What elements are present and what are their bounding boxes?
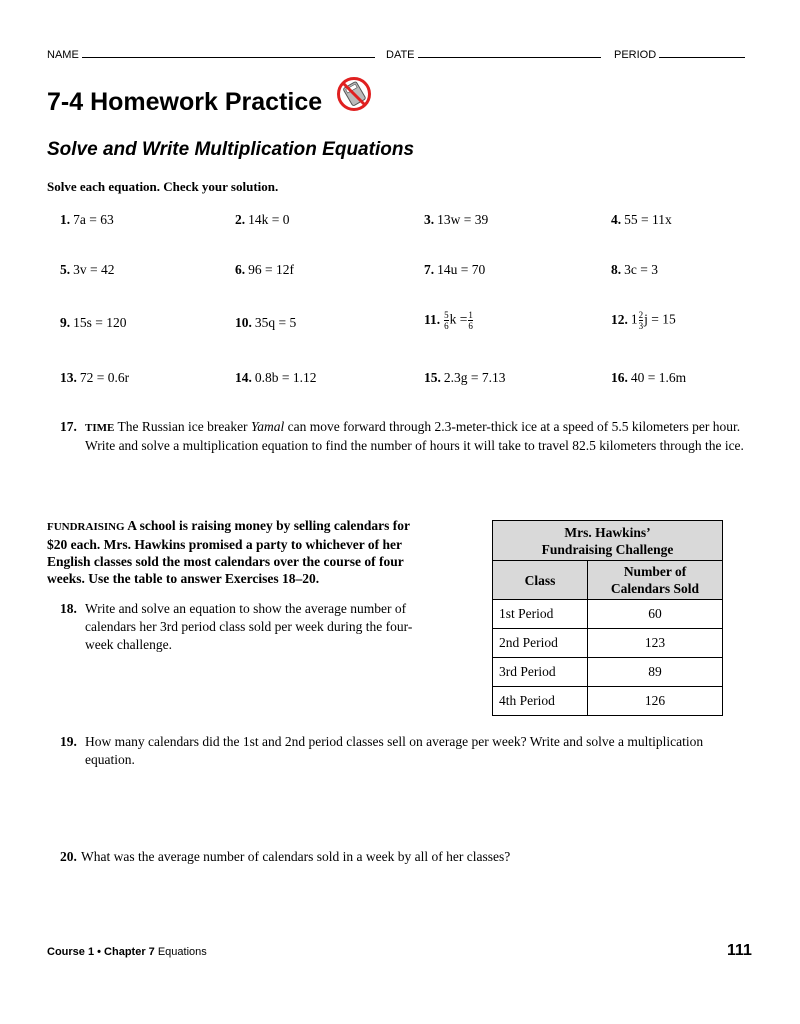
problem-12: 12. 1 $\frac{2}{3}$ j = 15 (611, 310, 676, 331)
problem-6: 6. 96 = 12f (235, 262, 294, 277)
table-row: 4th Period 126 (493, 687, 723, 716)
name-blank[interactable] (82, 47, 375, 58)
problem-20: What was the average number of calendars sold in a week by all of her classes? (81, 849, 511, 864)
column-header-calendars-sold: Number of Calendars Sold (588, 561, 723, 600)
section-subtitle: Solve and Write Multiplication Equations (47, 139, 415, 160)
problem-2: 2. 14k = 0 (235, 212, 290, 227)
problem-17: TIME The Russian ice breaker Yamal can move forward through 2.3-meter-thick ice at a speed of 5.5 kilometers per hour. Write and solve a multiplication equation to find the number of hours it will take to travel 82.5 kilometers through the ice. (85, 419, 744, 453)
date-field[interactable] (386, 47, 601, 61)
problem-8: 8. 3c = 3 (611, 262, 658, 277)
problem-18-number: 18. (60, 601, 77, 616)
problem-10: 10. 35q = 5 (235, 315, 297, 330)
fraction: $\frac{5}{6}$ (444, 310, 449, 331)
problem-16: 16. 40 = 1.6m (611, 370, 687, 385)
problem-14: 14. 0.8b = 1.12 (235, 370, 317, 385)
instructions: Solve each equation. Check your solution. (47, 179, 279, 194)
page-title: 7-4 Homework Practice (47, 88, 323, 116)
date-blank[interactable] (418, 47, 601, 58)
problem-19: How many calendars did the 1st and 2nd period classes sell on average per week? Write and solve a multiplication equation. (85, 734, 704, 767)
problem-15: 15. 2.3g = 7.13 (424, 370, 506, 385)
column-header-class: Class (493, 561, 588, 600)
problem-4: 4. 55 = 11x (611, 212, 672, 227)
name-field[interactable] (47, 47, 375, 61)
table-row: 1st Period 60 (493, 600, 723, 629)
page-number: 111 (727, 942, 752, 959)
table-row: 3rd Period 89 (493, 658, 723, 687)
problem-18: Write and solve an equation to show the average number of calendars her 3rd period class sold per week during the four-week challenge. (85, 601, 413, 652)
no-calculator-icon (336, 76, 372, 112)
problem-19-number: 19. (60, 734, 77, 749)
problem-17-number: 17. (60, 419, 77, 434)
period-field[interactable] (614, 47, 745, 61)
footer-course: Course 1 • Chapter 7 Equations (47, 946, 207, 958)
fundraising-table (492, 520, 723, 716)
problem-5: 5. 3v = 42 (60, 262, 115, 277)
problem-3: 3. 13w = 39 (424, 212, 489, 227)
problem-9: 9. 15s = 120 (60, 315, 127, 330)
period-label: PERIOD (614, 49, 657, 61)
problem-11: 11. $\frac{5}{6}$ k = $\frac{1}{6}$ (424, 310, 473, 331)
table-title: Mrs. Hawkins’ Fundraising Challenge (493, 521, 723, 561)
problem-20-number: 20. (60, 849, 77, 864)
fraction: $\frac{1}{6}$ (468, 310, 473, 331)
name-label: NAME (47, 49, 79, 61)
date-label: DATE (386, 49, 415, 61)
fundraising-intro: FUNDRAISING A school is raising money by selling calendars for $20 each. Mrs. Hawkins promised a party to whichever of her English classes sold the most calendars over the course of four weeks. Use the table to answer Exercises 18–20. (47, 518, 410, 586)
problem-1: 1. 7a = 63 (60, 212, 114, 227)
table-row: 2nd Period 123 (493, 629, 723, 658)
fraction: $\frac{2}{3}$ (638, 310, 644, 331)
problem-13: 13. 72 = 0.6r (60, 370, 130, 385)
period-blank[interactable] (659, 47, 745, 58)
problem-7: 7. 14u = 70 (424, 262, 486, 277)
